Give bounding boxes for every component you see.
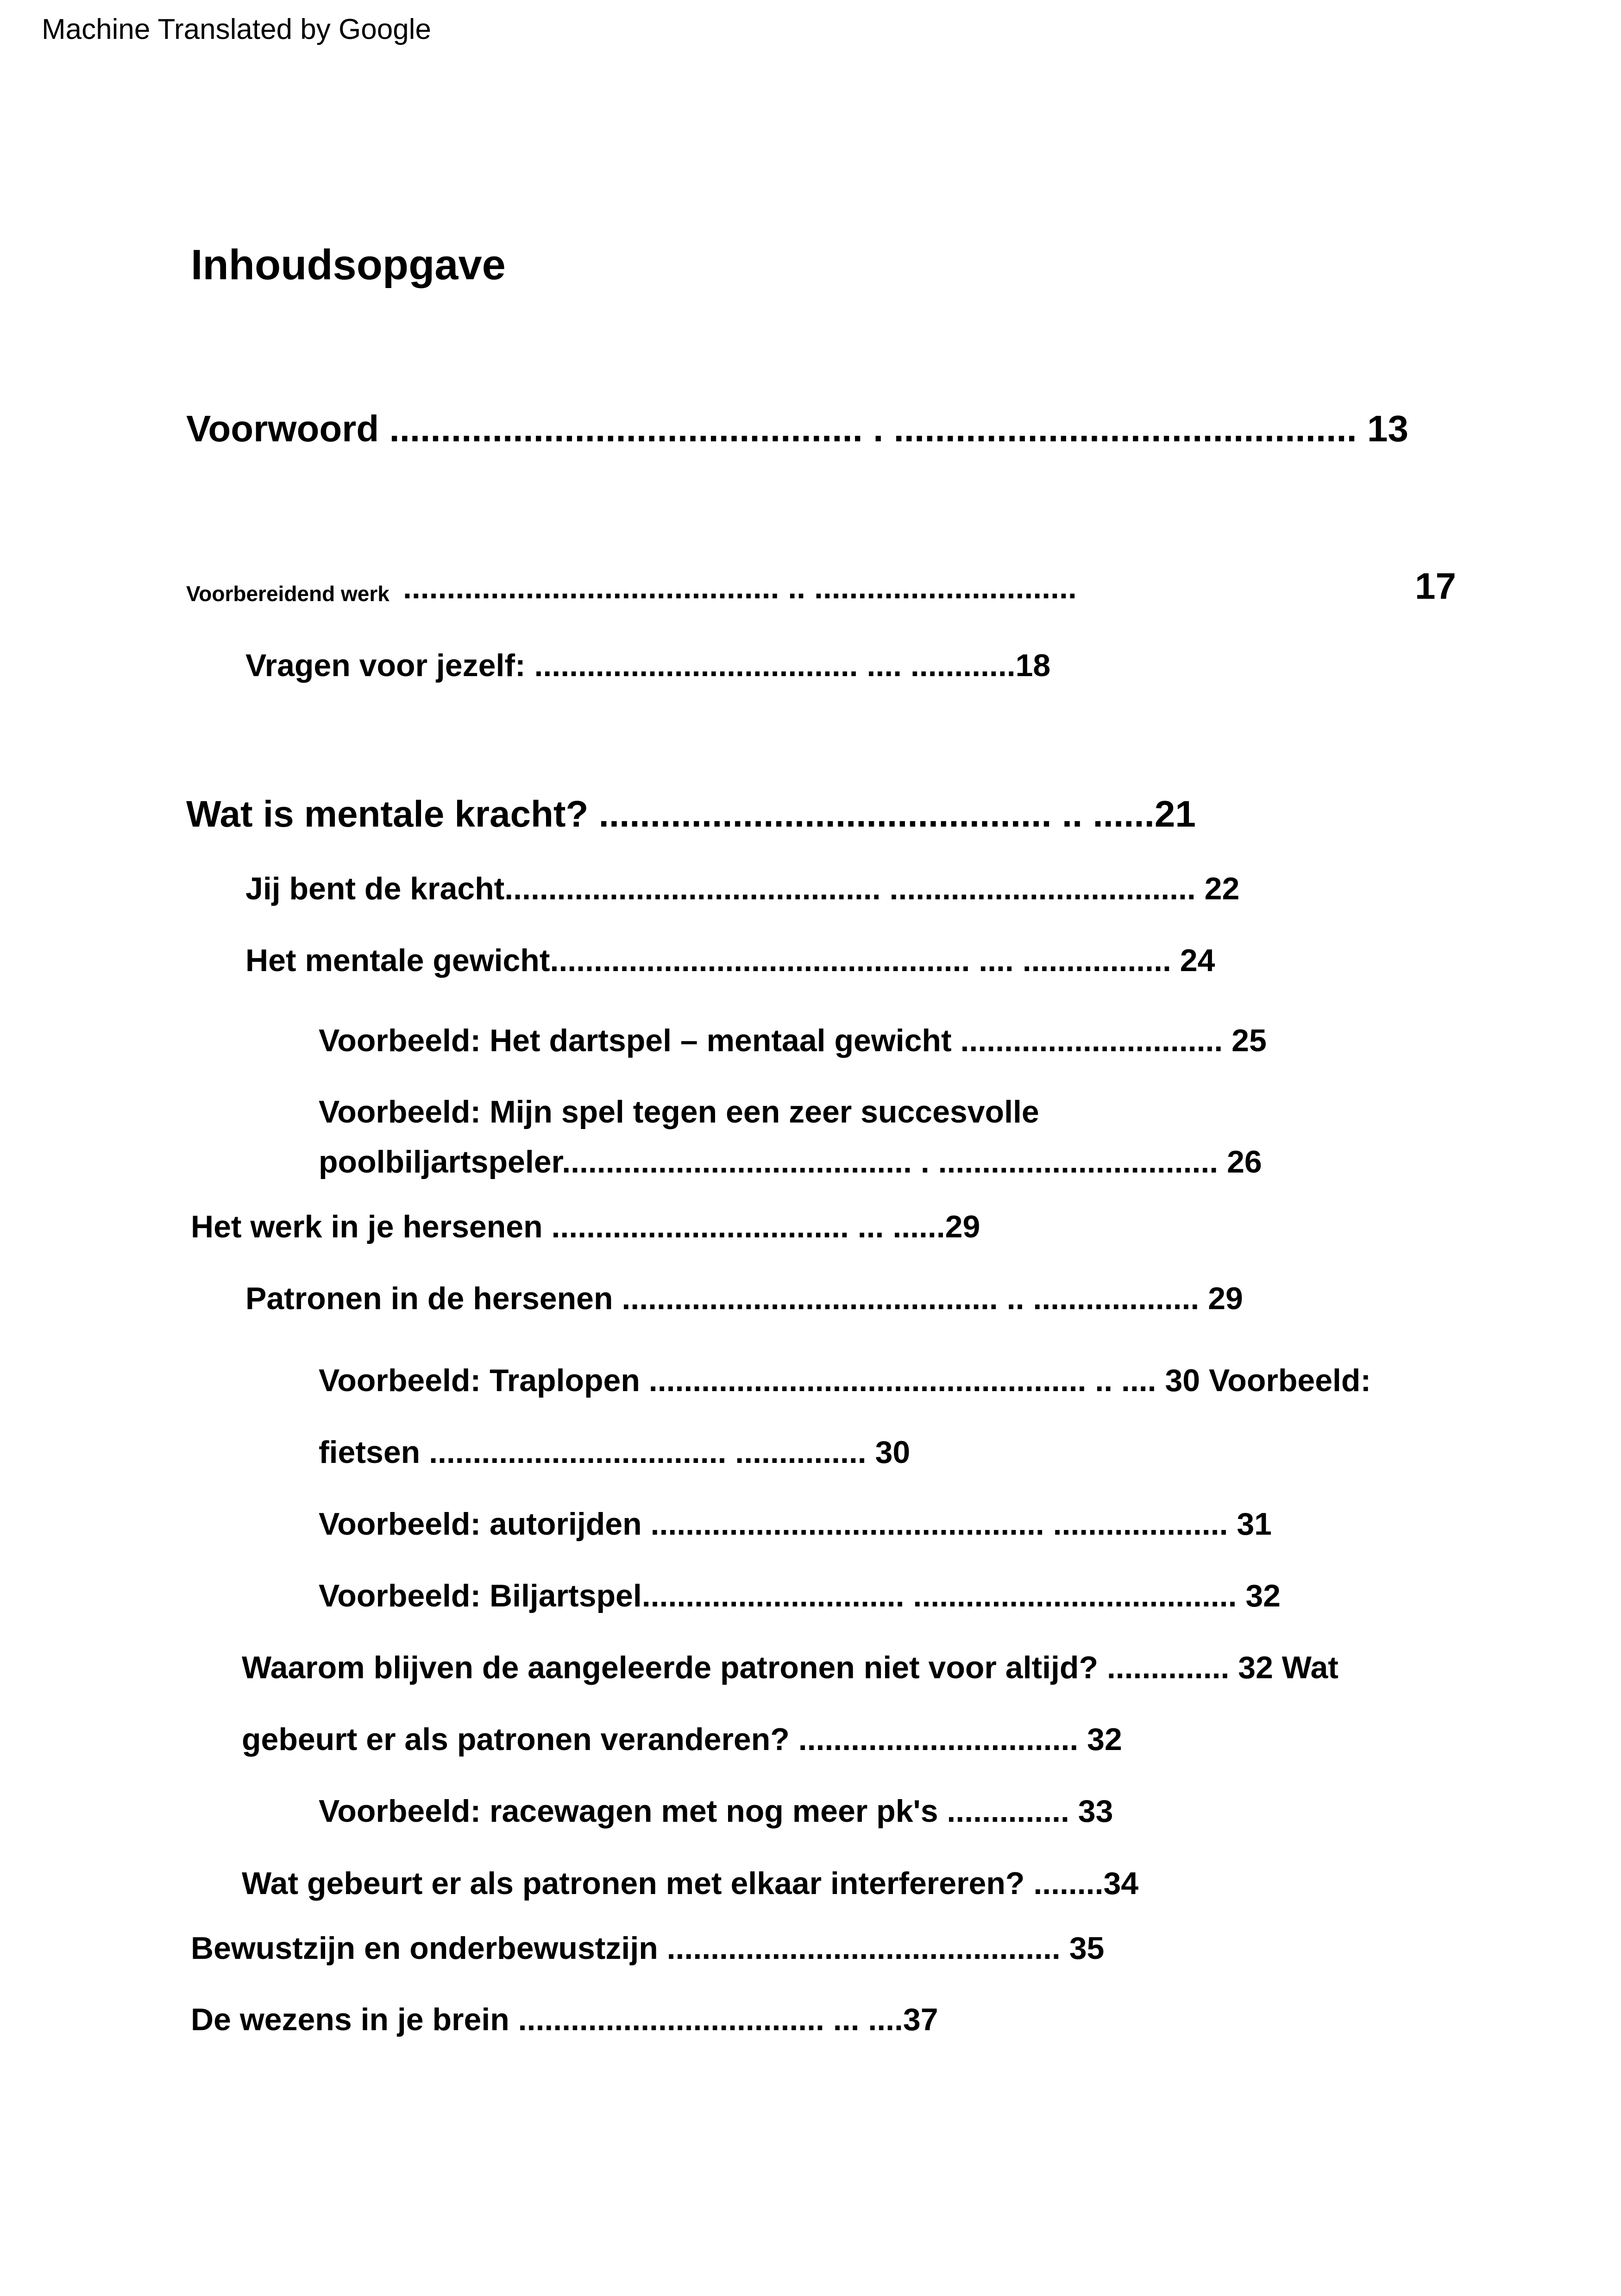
toc-entry-jij-bent-de-kracht[interactable]: Jij bent de kracht........................................... ................................... 22: [245, 871, 1240, 906]
toc-entry-het-mentale-gewicht[interactable]: Het mentale gewicht................................................ .... ................. 24: [245, 943, 1215, 978]
toc-entry-voorwoord[interactable]: Voorwoord .............................................. . ............................................. 13: [186, 408, 1408, 449]
toc-entry-voorbeeld-dartspel[interactable]: Voorbeeld: Het dartspel – mentaal gewicht .............................. 25: [319, 1023, 1267, 1058]
toc-entry-vragen-voor-jezelf[interactable]: Vragen voor jezelf: ..................................... .... ............18: [245, 648, 1051, 683]
toc-entry-bewustzijn[interactable]: Bewustzijn en onderbewustzijn ............................................. 35: [191, 1931, 1105, 1966]
toc-entry-voorbeeld-mijn-spel[interactable]: Voorbeeld: Mijn spel tegen een zeer succesvolle: [319, 1094, 1039, 1129]
toc-entry-voorbeeld-mijn-spel-cont[interactable]: poolbiljartspeler........................................ . ................................ 26: [319, 1144, 1262, 1179]
toc-entry-voorbereidend-werk-label[interactable]: Voorbereidend werk: [186, 582, 390, 606]
toc-entry-patronen-in-de-hersenen[interactable]: Patronen in de hersenen ........................................... .. ................... 29: [245, 1281, 1243, 1316]
toc-entry-voorbeeld-biljartspel[interactable]: Voorbeeld: Biljartspel.............................. ..................................... 32: [319, 1578, 1281, 1613]
toc-entry-voorbeeld-racewagen[interactable]: Voorbeeld: racewagen met nog meer pk's .............. 33: [319, 1794, 1113, 1829]
toc-entry-de-wezens[interactable]: De wezens in je brein ................................... ... ....37: [191, 2002, 938, 2037]
toc-entry-waarom-blijven[interactable]: Waarom blijven de aangeleerde patronen niet voor altijd? .............. 32 Wat: [242, 1650, 1338, 1685]
toc-entry-voorbeeld-traplopen[interactable]: Voorbeeld: Traplopen .................................................. .. .... 30 Voorbeeld:: [319, 1363, 1371, 1398]
toc-entry-wat-gebeurt-veranderen[interactable]: gebeurt er als patronen veranderen? ................................ 32: [242, 1722, 1122, 1757]
toc-entry-voorbereidend-werk-page: 17: [1415, 565, 1456, 607]
toc-entry-het-werk-in-je-hersenen[interactable]: Het werk in je hersenen .................................. ... ......29: [191, 1209, 980, 1244]
toc-title: Inhoudsopgave: [191, 241, 506, 289]
toc-entry-wat-gebeurt-interfereren[interactable]: Wat gebeurt er als patronen met elkaar interfereren? ........34: [242, 1866, 1139, 1901]
toc-entry-voorbeeld-autorijden[interactable]: Voorbeeld: autorijden ............................................. .................... 31: [319, 1506, 1272, 1542]
toc-entry-wat-is-mentale-kracht[interactable]: Wat is mentale kracht? ............................................ .. ......21: [186, 793, 1196, 834]
toc-entry-voorbereidend-werk-leader: ........................................... .. ..............................: [403, 570, 1077, 605]
toc-entry-voorbeeld-fietsen[interactable]: fietsen .................................. ............... 30: [319, 1435, 911, 1470]
machine-translation-note: Machine Translated by Google: [42, 13, 431, 45]
